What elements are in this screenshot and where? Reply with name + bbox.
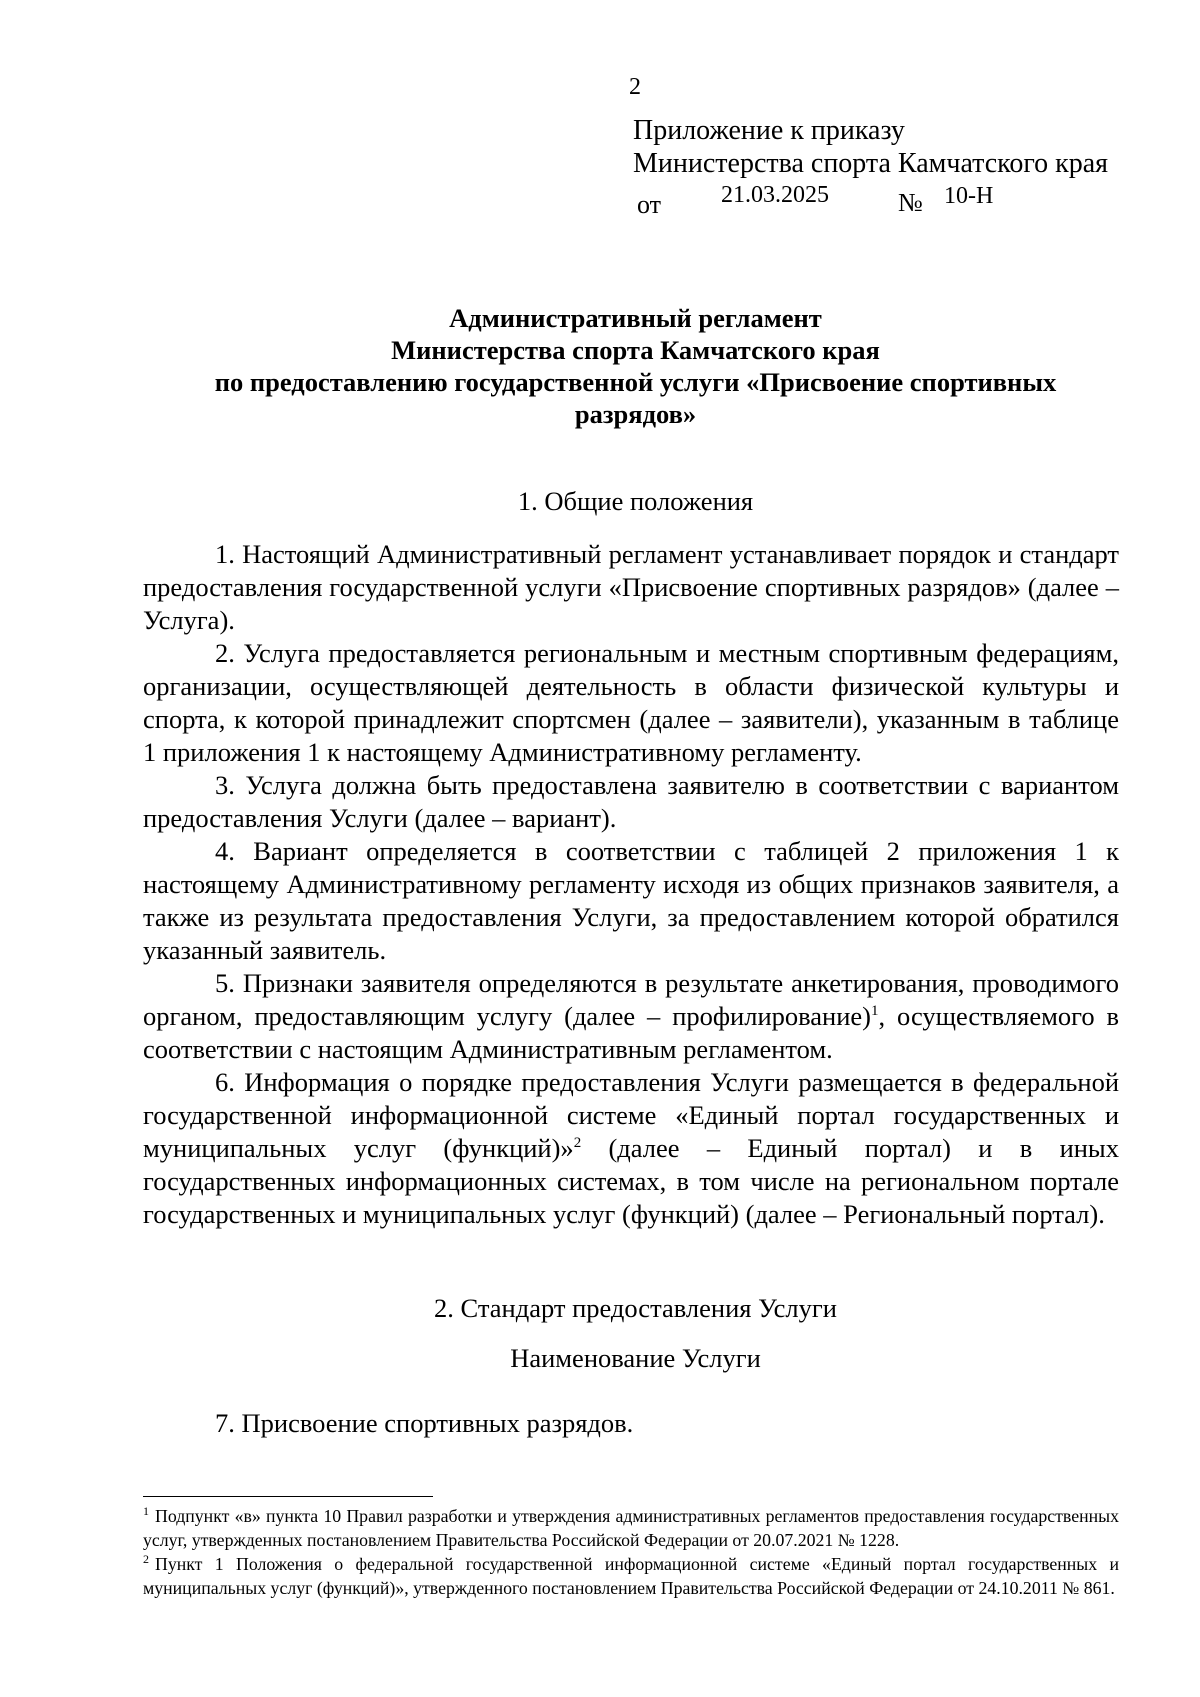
footnote-ref-1[interactable]: 1 — [871, 1003, 879, 1020]
paragraph-6-text: 6. Информация о порядке предоставления Услуги размещается в федеральной государственной информационной системе «Единый портал государственных и муниципальных услуг (функций)» — [143, 1067, 1119, 1163]
paragraph-6 — [143, 1066, 1119, 1231]
paragraph-1: 1. Настоящий Административный регламент устанавливает порядок и стандарт предоставления государственной услуги «Присвоение спортивных разрядов» (далее – Услуга). — [143, 539, 1119, 635]
footnote-1-mark: 1 — [143, 1504, 149, 1519]
paragraph-5-tail: , осуществляемого в соответствии с настоящим Административным регламентом. — [143, 1001, 1119, 1064]
footnote-2 — [143, 1552, 1119, 1600]
footnote-ref-2[interactable]: 2 — [573, 1135, 582, 1152]
title-line-3: по предоставлению государственной услуги «Присвоение спортивных — [214, 367, 1057, 397]
order-reference — [633, 182, 1033, 219]
appendix-header — [633, 114, 1108, 180]
paragraph-7: 7. Присвоение спортивных разрядов. — [215, 1408, 634, 1438]
footnote-1-text: Подпункт «в» пункта 10 Правил разработки и утверждения административных регламентов предоставления государственных услуг, утвержденных постановлением Правительства Российской Федерации от 20.07.2021 № 1228. — [143, 1506, 1119, 1550]
title-line-4: разрядов» — [574, 399, 697, 429]
section-1-heading: 1. Общие положения — [517, 486, 754, 516]
footnote-divider — [143, 1496, 433, 1497]
footnote-1 — [143, 1504, 1119, 1552]
order-number-label: № — [898, 188, 923, 217]
appendix-line-1: Приложение к приказу — [633, 115, 905, 146]
appendix-line-2: Министерства спорта Камчатского края — [633, 148, 1109, 179]
footnote-2-mark: 2 — [143, 1552, 149, 1567]
order-from-label: от — [637, 190, 662, 219]
title-line-1: Административный регламент — [449, 303, 822, 333]
paragraph-6-tail: (далее – Единый портал) и в иных государственных информационных системах, в том числе на региональном портале государственных и муниципальных услуг (функций) (далее – Региональный портал). — [143, 1133, 1119, 1229]
footnotes — [143, 1504, 1119, 1600]
section-2-subheading: Наименование Услуги — [510, 1343, 761, 1373]
order-date: 21.03.2025 — [721, 182, 829, 208]
section-2-heading: 2. Стандарт предоставления Услуги — [434, 1293, 837, 1323]
title-line-2: Министерства спорта Камчатского края — [391, 335, 880, 365]
order-number: 10-Н — [944, 183, 994, 209]
paragraph-5-text: 5. Признаки заявителя определяются в результате анкетирования, проводимого органом, предоставляющим услугу (далее – профилирование) — [143, 968, 1119, 1031]
paragraph-2: 2. Услуга предоставляется региональным и местным спортивным федерациям, организации, осуществляющей деятельность в области физической культуры и спорта, к которой принадлежит спортсмен (далее – заявители), указанным в таблице 1 приложения 1 к настоящему Административному регламенту. — [143, 638, 1119, 767]
paragraph-3: 3. Услуга должна быть предоставлена заявителю в соответствии с вариантом предоставления Услуги (далее – вариант). — [143, 770, 1119, 833]
section-1-body — [143, 538, 1119, 1231]
page-number: 2 — [629, 74, 641, 100]
footnote-2-text: Пункт 1 Положения о федеральной государственной информационной системе «Единый портал государственных и муниципальных услуг (функций)», утвержденного постановлением Правительства Российской Федерации от 24.10.2011 № 861. — [143, 1554, 1119, 1598]
paragraph-4: 4. Вариант определяется в соответствии с таблицей 2 приложения 1 к настоящему Административному регламенту исходя из общих признаков заявителя, а также из результата предоставления Услуги, за предоставлением которой обратился указанный заявитель. — [143, 836, 1119, 965]
document-title — [143, 302, 1128, 430]
paragraph-5 — [143, 967, 1119, 1066]
